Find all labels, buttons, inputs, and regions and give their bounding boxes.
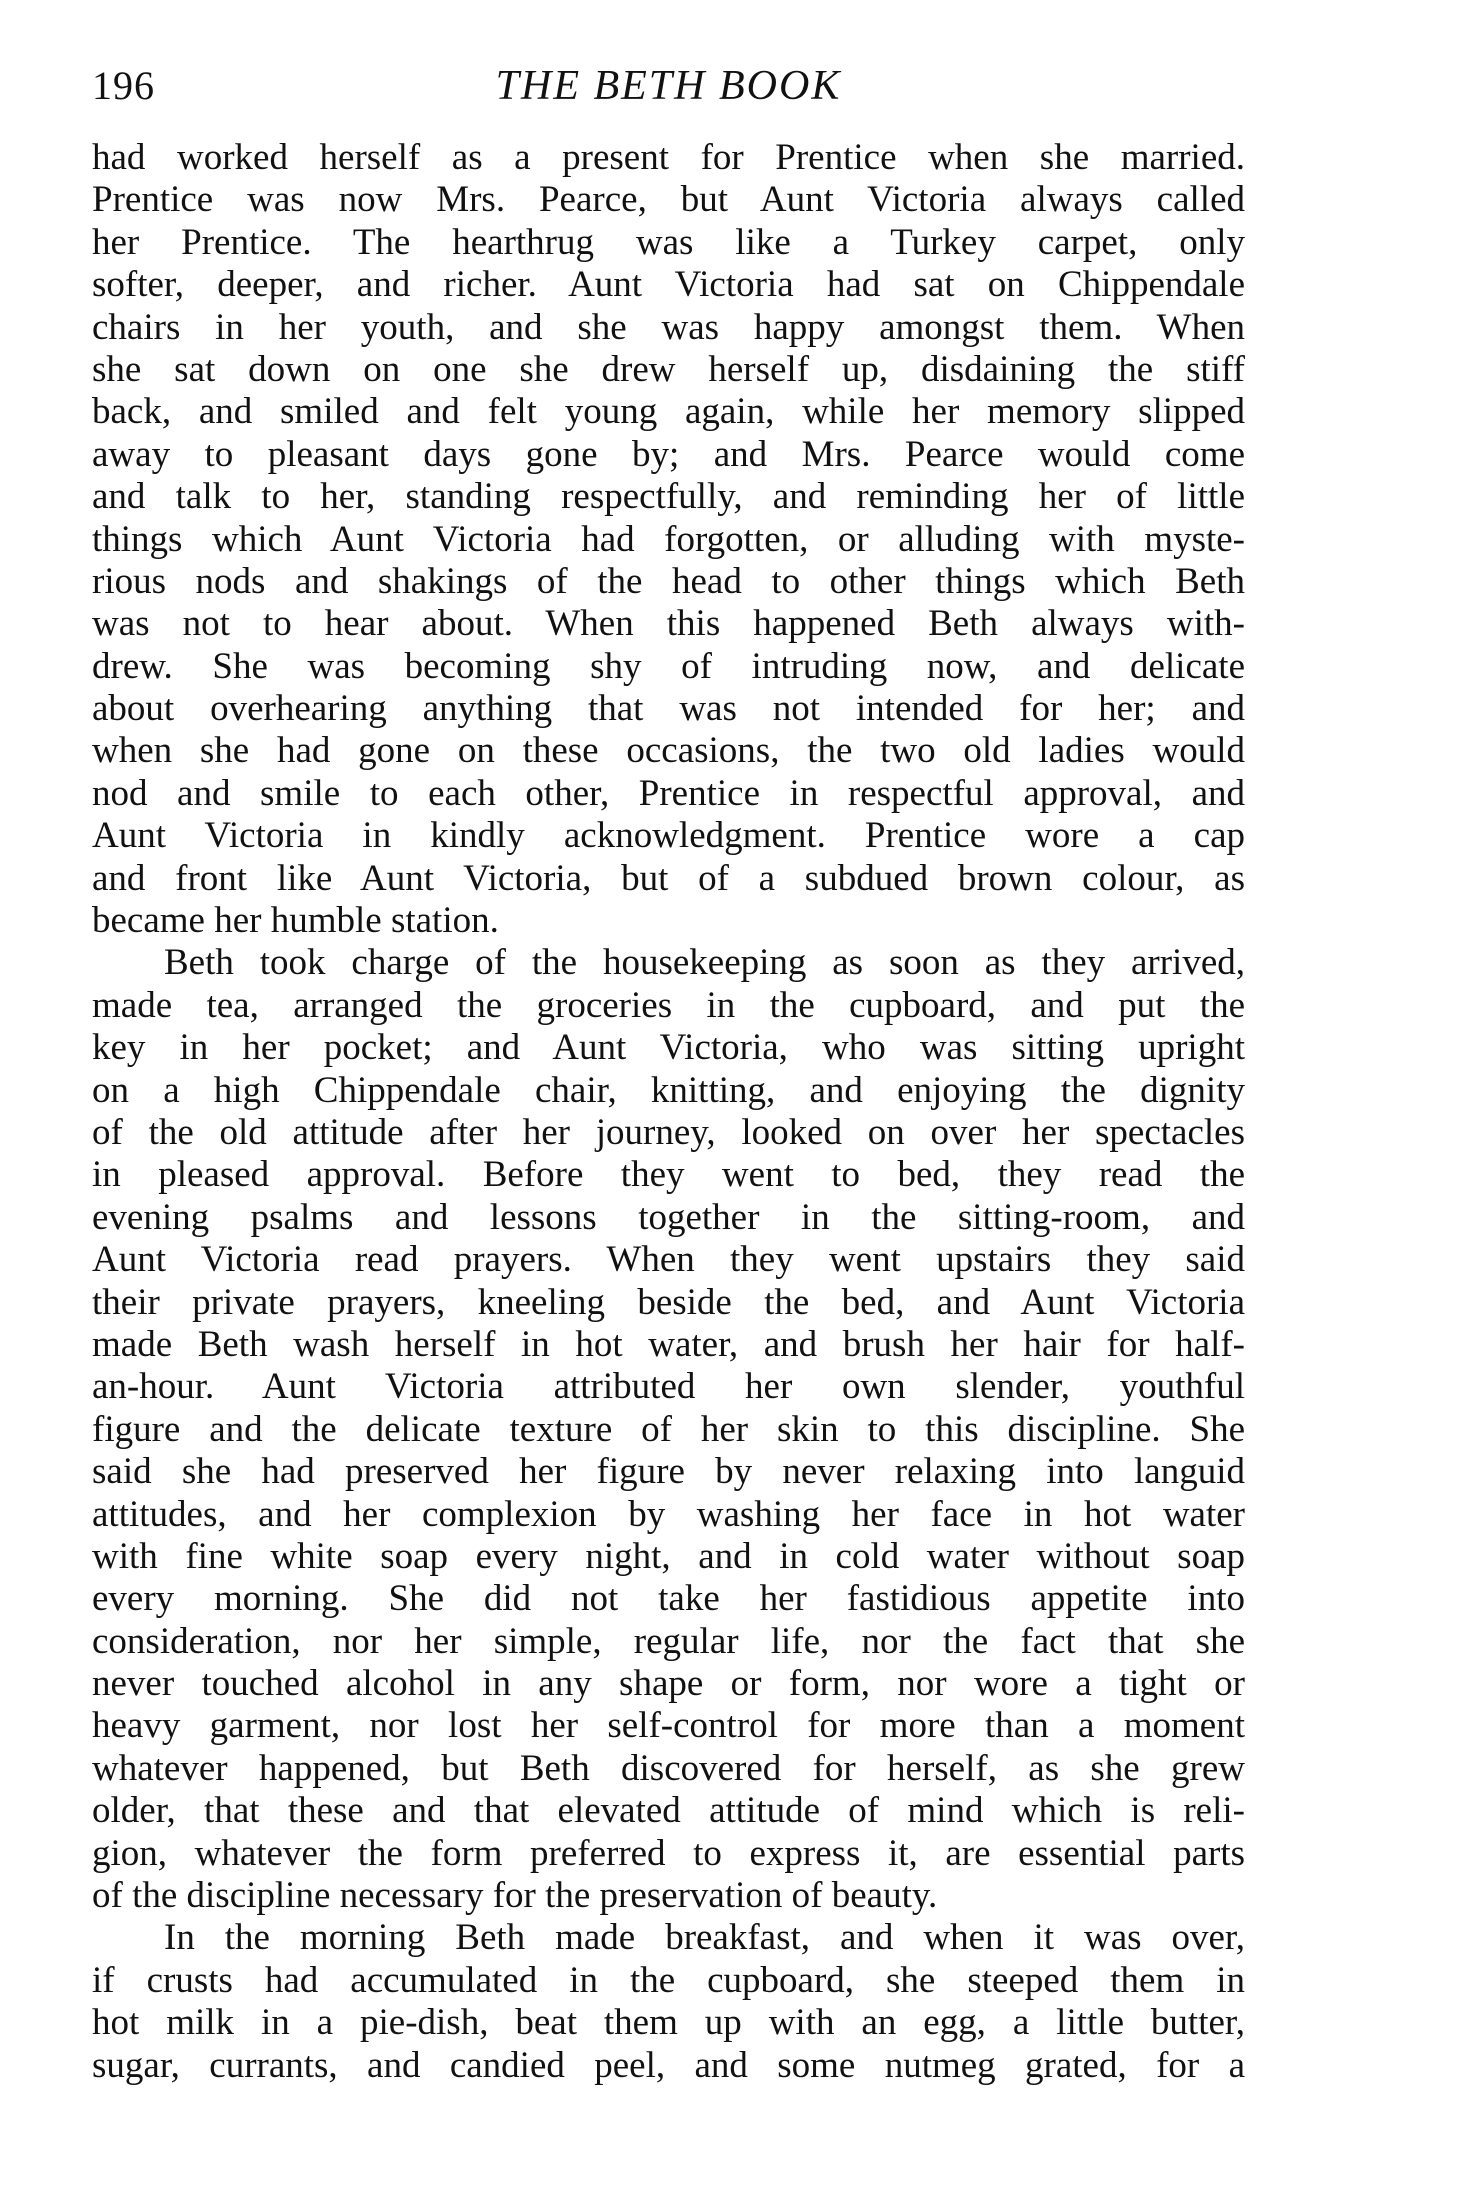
text-line: said she had preserved her figure by never relaxing into languid [92,1451,1245,1493]
text-line: and talk to her, standing respectfully, and reminding her of little [92,476,1245,518]
text-line: of the old attitude after her journey, looked on over her spectacles [92,1111,1245,1153]
text-line: rious nods and shakings of the head to other things which Beth [92,560,1245,602]
text-line: evening psalms and lessons together in the sitting-room, and [92,1196,1245,1238]
text-line: when she had gone on these occasions, the two old ladies would [92,730,1245,772]
text-line: hot milk in a pie-dish, beat them up with an egg, a little butter, [92,2002,1245,2044]
running-header [92,62,1245,122]
text-line: if crusts had accumulated in the cupboard, she steeped them in [92,1959,1245,2001]
text-line: nod and smile to each other, Prentice in respectful approval, and [92,772,1245,814]
text-line: an-hour. Aunt Victoria attributed her own slender, youthful [92,1366,1245,1408]
text-line: Prentice was now Mrs. Pearce, but Aunt Victoria always called [92,179,1245,221]
text-line: gion, whatever the form preferred to express it, are essential parts [92,1832,1245,1874]
body-text [92,137,1245,2087]
text-line: key in her pocket; and Aunt Victoria, who was sitting upright [92,1027,1245,1069]
text-line: she sat down on one she drew herself up, disdaining the stiff [92,348,1245,390]
text-line: and front like Aunt Victoria, but of a subdued brown colour, as [92,857,1245,899]
text-line: was not to hear about. When this happened Beth always with- [92,603,1245,645]
text-line: their private prayers, kneeling beside the bed, and Aunt Victoria [92,1281,1245,1323]
page-number: 196 [92,63,155,108]
text-line: softer, deeper, and richer. Aunt Victoria had sat on Chippendale [92,264,1245,306]
text-line: Aunt Victoria read prayers. When they went upstairs they said [92,1239,1245,1281]
text-line: In the morning Beth made breakfast, and when it was over, [164,1917,1245,1959]
text-line: away to pleasant days gone by; and Mrs. Pearce would come [92,433,1245,475]
text-line: consideration, nor her simple, regular life, nor the fact that she [92,1620,1245,1662]
text-line: made Beth wash herself in hot water, and brush her hair for half- [92,1323,1245,1365]
text-line: of the discipline necessary for the preservation of beauty. [92,1875,938,1917]
text-line: made tea, arranged the groceries in the cupboard, and put the [92,984,1245,1026]
running-title: THE BETH BOOK [495,63,842,109]
text-line: on a high Chippendale chair, knitting, and enjoying the dignity [92,1069,1245,1111]
text-line: never touched alcohol in any shape or form, nor wore a tight or [92,1663,1245,1705]
text-line: sugar, currants, and candied peel, and some nutmeg grated, for a [92,2044,1245,2086]
text-line: with fine white soap every night, and in cold water without soap [92,1535,1245,1577]
text-line: figure and the delicate texture of her skin to this discipline. She [92,1408,1245,1450]
text-line: things which Aunt Victoria had forgotten, or alluding with myste- [92,518,1245,560]
text-line: Beth took charge of the housekeeping as soon as they arrived, [164,942,1245,984]
text-line: Aunt Victoria in kindly acknowledgment. Prentice wore a cap [92,815,1245,857]
text-line: every morning. She did not take her fastidious appetite into [92,1578,1245,1620]
text-line: became her humble station. [92,900,499,942]
text-line: about overhearing anything that was not intended for her; and [92,688,1245,730]
text-line: had worked herself as a present for Prentice when she married. [92,137,1245,178]
text-line: chairs in her youth, and she was happy amongst them. When [92,306,1245,348]
text-line: heavy garment, nor lost her self-control for more than a moment [92,1705,1245,1747]
text-line: drew. She was becoming shy of intruding now, and delicate [92,645,1245,687]
text-line: back, and smiled and felt young again, while her memory slipped [92,391,1245,433]
text-line: attitudes, and her complexion by washing her face in hot water [92,1493,1245,1535]
text-line: older, that these and that elevated attitude of mind which is reli- [92,1790,1245,1832]
text-line: whatever happened, but Beth discovered for herself, as she grew [92,1747,1245,1789]
text-line: her Prentice. The hearthrug was like a Turkey carpet, only [92,221,1245,263]
text-line: in pleased approval. Before they went to bed, they read the [92,1154,1245,1196]
